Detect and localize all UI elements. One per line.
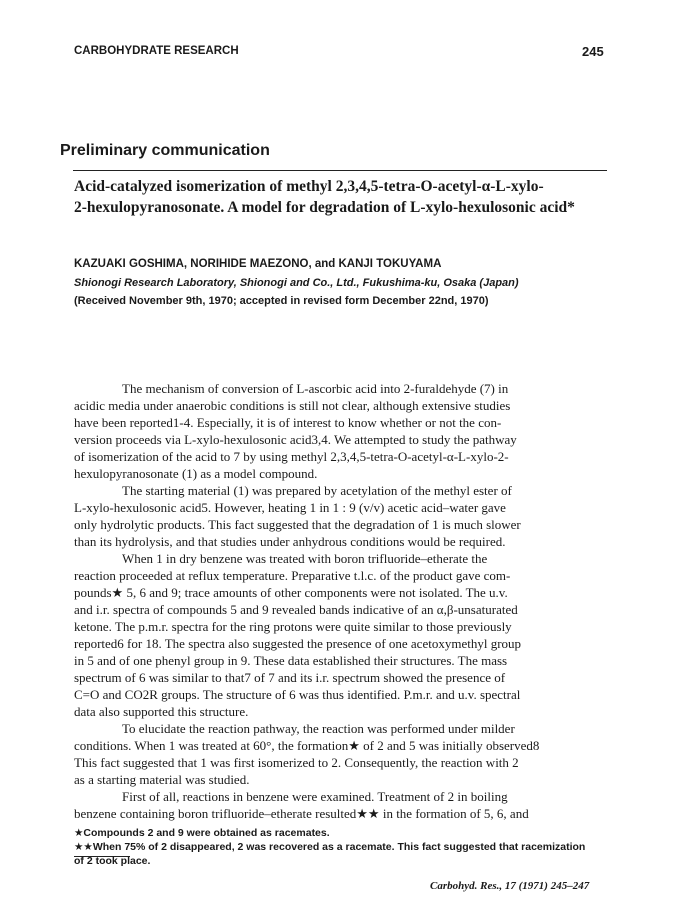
- body-line: benzene containing boron trifluoride–etherate resulted★★ in the formation of 5, 6, and: [74, 806, 529, 821]
- body-line: To elucidate the reaction pathway, the reaction was performed under milder: [122, 721, 515, 736]
- body-line: C=O and CO2R groups. The structure of 6 was thus identified. P.m.r. and u.v. spectral: [74, 687, 521, 702]
- footnote: ★Compounds 2 and 9 were obtained as racemates.: [74, 827, 330, 839]
- body-line: as a starting material was studied.: [74, 772, 250, 787]
- footnote: of 2 took place.: [74, 855, 151, 867]
- body-line: L-xylo-hexulosonic acid5. However, heating 1 in 1 : 9 (v/v) acetic acid–water gave: [74, 500, 506, 515]
- page-number: 245: [582, 44, 604, 59]
- section-label: Preliminary communication: [60, 142, 270, 159]
- body-line: reaction proceeded at reflux temperature. Preparative t.l.c. of the product gave com-: [74, 568, 511, 583]
- authors: KAZUAKI GOSHIMA, NORIHIDE MAEZONO, and KANJI TOKUYAMA: [74, 258, 442, 270]
- body-line: When 1 in dry benzene was treated with boron trifluoride–etherate the: [122, 551, 488, 566]
- footnote: ★★When 75% of 2 disappeared, 2 was recovered as a racemate. This fact suggested that racemization: [74, 841, 586, 853]
- body-line: conditions. When 1 was treated at 60°, the formation★ of 2 and 5 was initially observed8: [74, 738, 540, 753]
- journal-name: CARBOHYDRATE RESEARCH: [74, 45, 239, 57]
- body-line: version proceeds via L-xylo-hexulosonic acid3,4. We attempted to study the pathway: [74, 432, 517, 447]
- body-line: than its hydrolysis, and that studies under anhydrous conditions would be required.: [74, 534, 506, 549]
- body-line: pounds★ 5, 6 and 9; trace amounts of other components were not isolated. The u.v.: [74, 585, 508, 600]
- received-dates: (Received November 9th, 1970; accepted in revised form December 22nd, 1970): [74, 295, 489, 307]
- body-line: only hydrolytic products. This fact suggested that the degradation of 1 is much slower: [74, 517, 521, 532]
- body-line: ketone. The p.m.r. spectra for the ring protons were quite similar to those previously: [74, 619, 512, 634]
- title-line-1: Acid-catalyzed isomerization of methyl 2,3,4,5-tetra-O-acetyl-α-L-xylo-: [74, 178, 544, 195]
- body-line: and i.r. spectra of compounds 5 and 9 revealed bands indicative of an α,β-unsaturated: [74, 602, 518, 617]
- top-rule: [73, 170, 607, 171]
- journal-citation: Carbohyd. Res., 17 (1971) 245–247: [430, 880, 590, 892]
- title-line-2: 2-hexulopyranosonate. A model for degradation of L-xylo-hexulosonic acid*: [74, 199, 575, 216]
- body-line: acidic media under anaerobic conditions is still not clear, although extensive studies: [74, 398, 511, 413]
- body-line: The starting material (1) was prepared by acetylation of the methyl ester of: [122, 483, 512, 498]
- affiliation: Shionogi Research Laboratory, Shionogi and Co., Ltd., Fukushima-ku, Osaka (Japan): [74, 277, 519, 289]
- body-line: data also supported this structure.: [74, 704, 249, 719]
- body-line: of isomerization of the acid to 7 by using methyl 2,3,4,5-tetra-O-acetyl-α-L-xylo-2-: [74, 449, 509, 464]
- body-line: The mechanism of conversion of L-ascorbic acid into 2-furaldehyde (7) in: [122, 381, 509, 396]
- body-line: reported6 for 18. The spectra also suggested the presence of one acetoxymethyl group: [74, 636, 522, 651]
- body-line: This fact suggested that 1 was first isomerized to 2. Consequently, the reaction with 2: [74, 755, 519, 770]
- body-line: First of all, reactions in benzene were examined. Treatment of 2 in boiling: [122, 789, 508, 804]
- body-line: have been reported1-4. Especially, it is of interest to know whether or not the con-: [74, 415, 502, 430]
- body-line: in 5 and of one phenyl group in 9. These data established their structures. The mass: [74, 653, 508, 668]
- body-line: hexulopyranosonate (1) as a model compound.: [74, 466, 318, 481]
- body-line: spectrum of 6 was similar to that7 of 7 and its i.r. spectrum showed the presence of: [74, 670, 506, 685]
